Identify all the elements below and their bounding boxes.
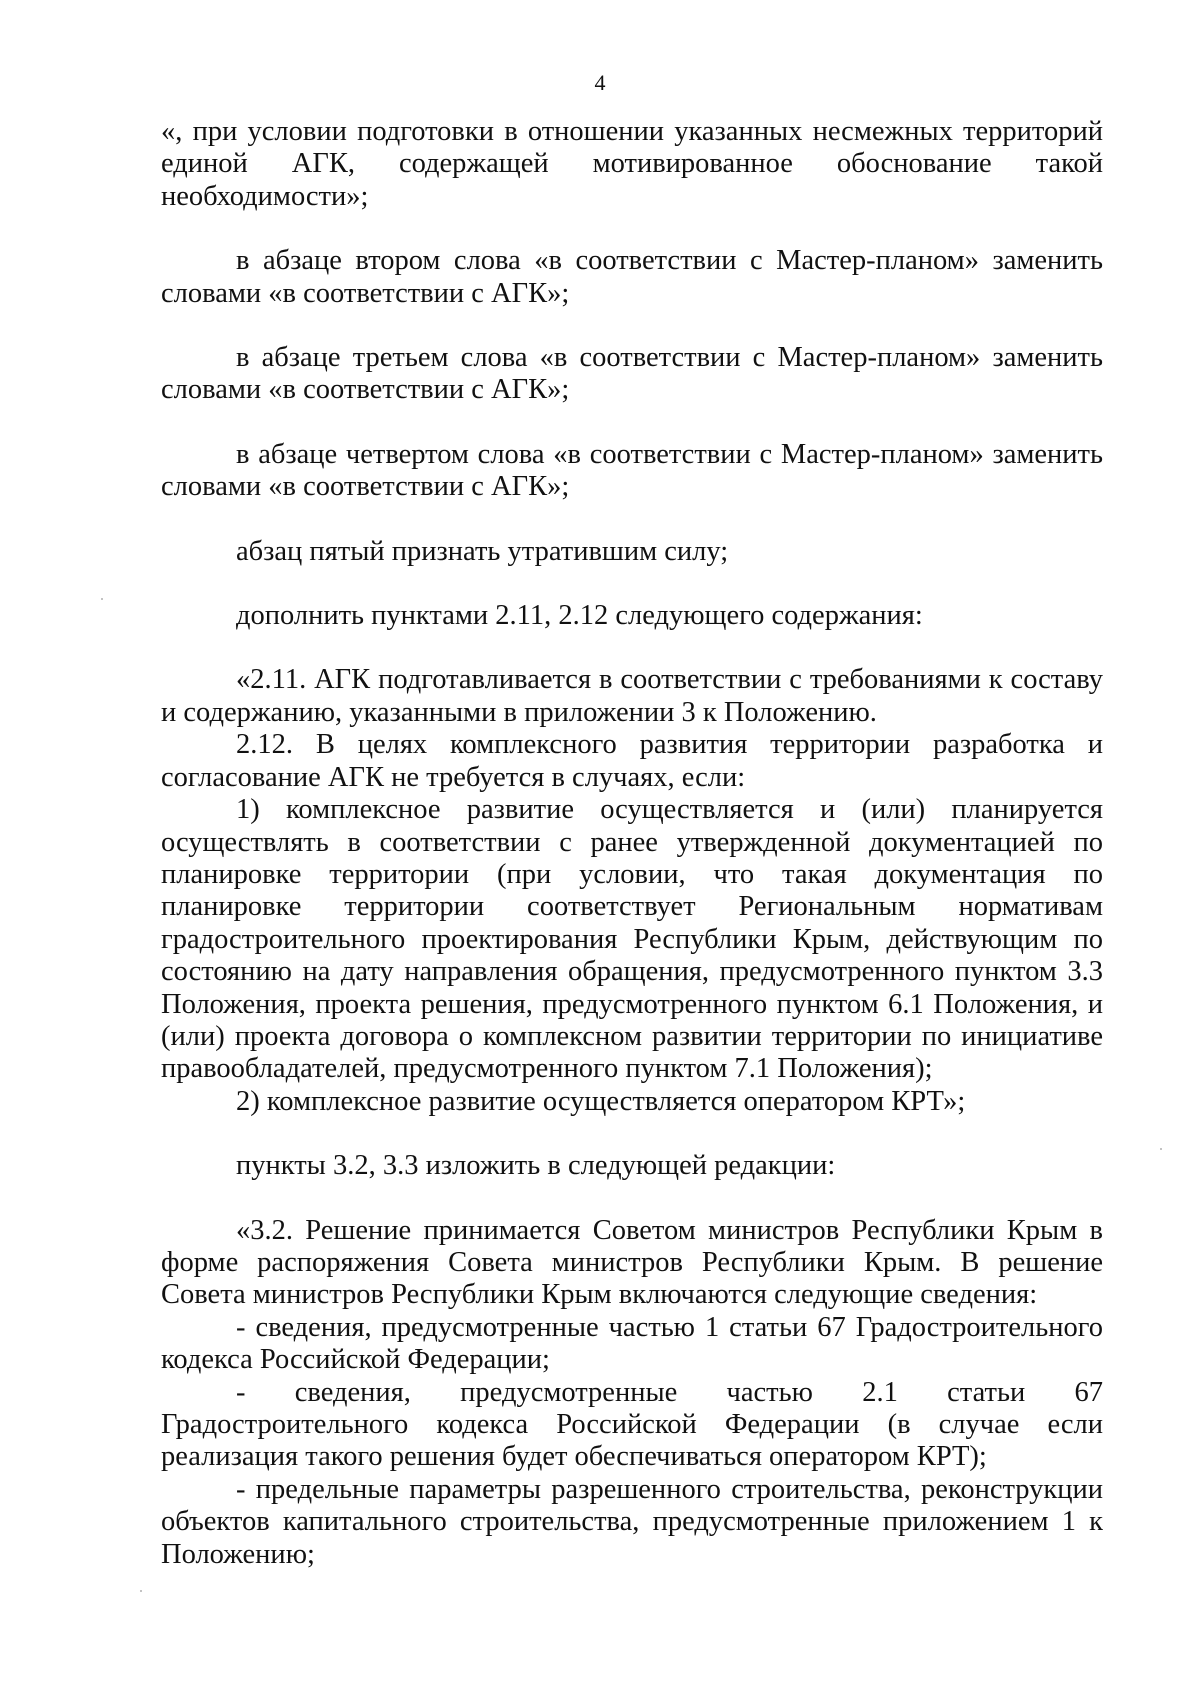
paragraph-amendment-fifth: абзац пятый признать утратившим силу; — [236, 535, 729, 567]
scan-speck — [140, 1590, 142, 1592]
paragraph-continuation: «, при условии подготовки в отношении указанных несмежных территорий единой АГК, содержащей мотивированное обоснование такой необходимости»; — [161, 116, 1103, 212]
scan-speck — [1160, 1148, 1162, 1150]
paragraph-amendment-second: в абзаце втором слова «в соответствии с Мастер-планом» заменить словами «в соответствии с АГК»; — [161, 245, 1103, 309]
paragraph-item-2-11: «2.11. АГК подготавливается в соответствии с требованиями к составу и содержанию, указанными в приложении 3 к Положению. — [161, 664, 1103, 728]
paragraph-bullet-1: - сведения, предусмотренные частью 1 статьи 67 Градостроительного кодекса Российской Федерации; — [161, 1311, 1103, 1376]
paragraph-amendment-fourth: в абзаце четвертом слова «в соответствии с Мастер-планом» заменить словами «в соответствии с АГК»; — [161, 438, 1103, 503]
paragraph-items-3-2-3-3: пункты 3.2, 3.3 изложить в следующей редакции: — [236, 1150, 836, 1182]
paragraph-item-2-12: 2.12. В целях комплексного развития территории разработка и согласование АГК не требуется в случаях, если: — [161, 729, 1103, 793]
paragraph-bullet-3: - предельные параметры разрешенного строительства, реконструкции объектов капитального строительства, предусмотренные приложением 1 к Положению; — [161, 1473, 1103, 1570]
paragraph-subitem-1: 1) комплексное развитие осуществляется и (или) планируется осуществлять в соответствии с ранее утвержденной документацией по планировке территории (при условии, что такая документация по планировке территории соответствует Региональным нормативам градостроительного проектирования Республики Крым, действующим по состоянию на дату направления обращения, предусмотренного пунктом 3.3 Положения, проекта решения, предусмотренного пунктом 6.1 Положения, и (или) проекта договора о комплексном развитии территории по инициативе правообладателей, предусмотренного пунктом 7.1 Положения); — [161, 794, 1103, 1085]
paragraph-subitem-2: 2) комплексное развитие осуществляется оператором КРТ»; — [236, 1085, 966, 1117]
scan-speck — [101, 598, 103, 600]
page-number: 4 — [594, 70, 606, 95]
paragraph-bullet-2: - сведения, предусмотренные частью 2.1 статьи 67 Градостроительного кодекса Российской Федерации (в случае если реализация такого решения будет обеспечиваться оператором КРТ); — [161, 1376, 1103, 1473]
paragraph-supplement: дополнить пунктами 2.11, 2.12 следующего содержания: — [236, 600, 923, 632]
paragraph-amendment-third: в абзаце третьем слова «в соответствии с Мастер-планом» заменить словами «в соответствии с АГК»; — [161, 342, 1103, 406]
document-body — [161, 116, 1103, 1571]
paragraph-item-3-2: «3.2. Решение принимается Советом министров Республики Крым в форме распоряжения Совета министров Республики Крым. В решение Совета министров Республики Крым включаются следующие сведения: — [161, 1214, 1103, 1311]
